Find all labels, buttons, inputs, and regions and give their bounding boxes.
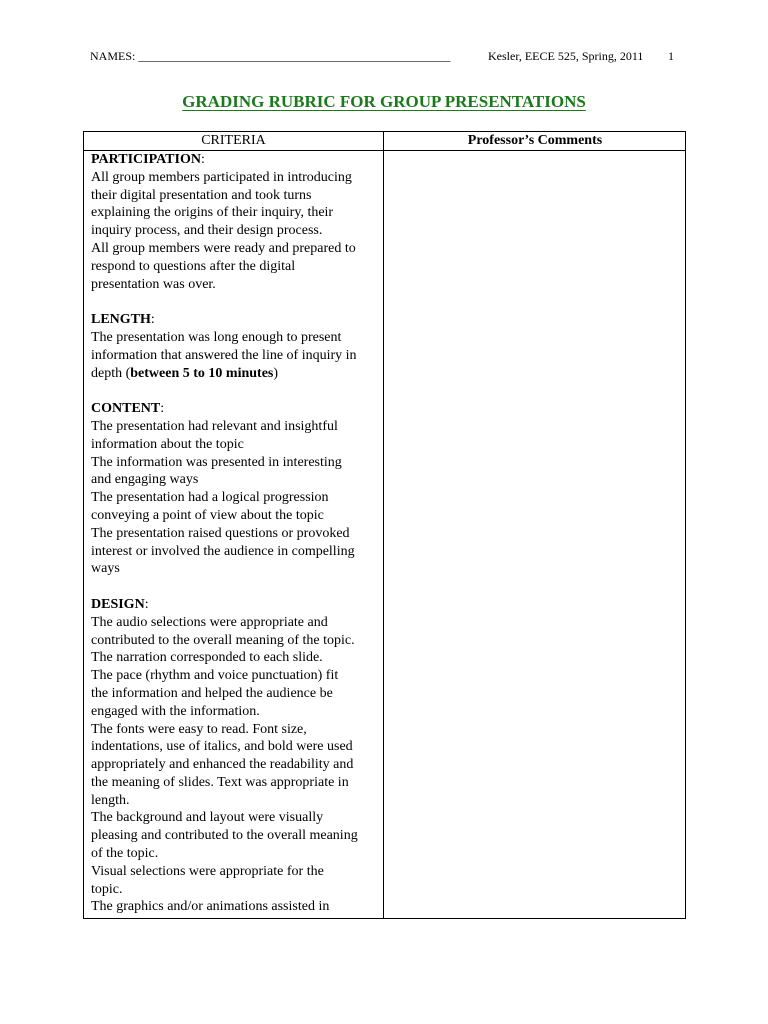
content-text-line: and engaging ways [91,472,199,488]
design-text-line: The background and layout were visually [91,810,324,826]
content-heading: CONTENT [91,401,161,417]
length-colon: : [150,312,155,328]
design-colon: : [144,596,149,612]
participation-text-line: their digital presentation and took turns [91,187,312,203]
length-duration-prefix: depth ( [91,365,131,381]
column-divider [383,132,384,918]
design-heading: DESIGN [91,596,145,612]
section-spacer [91,382,381,400]
design-text-line: of the topic. [91,846,159,862]
length-heading-line [91,311,381,329]
criteria-cell [91,151,381,917]
participation-text-line: inquiry process, and their design process. [91,223,323,239]
length-duration-value: between 5 to 10 minutes [130,365,274,381]
content-text-line: The presentation had a logical progression [91,490,329,506]
content-colon: : [160,401,165,417]
participation-heading: PARTICIPATION [91,152,201,167]
content-text-line: conveying a point of view about the topic [91,507,324,523]
design-text-line: the information and helped the audience be [91,685,333,701]
participation-text-line: All group members participated in introducing [91,169,352,185]
table-header-row [84,132,685,151]
design-text-line: appropriately and enhanced the readability and [91,757,354,773]
page-header [90,47,678,65]
participation-colon: : [200,152,205,167]
names-field-label: NAMES: ____________________________________________________ [90,49,451,63]
section-spacer [91,293,381,311]
length-text-line: information that answered the line of inquiry in [91,347,357,363]
participation-text-line: presentation was over. [91,276,216,292]
design-text-line: topic. [91,881,123,897]
course-info: Kesler, EECE 525, Spring, 2011 [488,49,644,63]
design-text-line: The audio selections were appropriate and [91,614,328,630]
content-text-line: ways [91,561,120,577]
participation-text-line: respond to questions after the digital [91,258,296,274]
design-text-line: The pace (rhythm and voice punctuation) fit [91,668,339,684]
design-text-line: indentations, use of italics, and bold were used [91,739,353,755]
content-text-line: The presentation had relevant and insightful [91,418,338,434]
rubric-table [83,131,686,919]
length-duration-line [91,365,381,383]
length-text-line: The presentation was long enough to present [91,329,342,345]
professor-comments-cell[interactable] [385,151,685,917]
content-text-line: interest or involved the audience in compelling [91,543,355,559]
length-heading: LENGTH [91,312,151,328]
comments-column-header: Professor’s Comments [467,133,603,148]
length-duration-suffix: ) [273,365,279,381]
design-text-line: length. [91,792,130,808]
design-text-line: the meaning of slides. Text was appropriate in [91,774,349,790]
content-text-line: The presentation raised questions or provoked [91,525,350,541]
design-text-line: The fonts were easy to read. Font size, [91,721,307,737]
page-number: 1 [668,49,674,63]
design-text-line: The graphics and/or animations assisted in [91,899,330,915]
design-text-line: Visual selections were appropriate for the [91,863,324,879]
content-text-line: information about the topic [91,436,244,452]
participation-heading-line [91,151,381,169]
criteria-column-header: CRITERIA [201,133,266,148]
design-heading-line [91,596,381,614]
design-text-line: engaged with the information. [91,703,260,719]
participation-text-line: All group members were ready and prepared to [91,240,356,256]
design-text-line: contributed to the overall meaning of the topic. [91,632,355,648]
design-text-line: pleasing and contributed to the overall meaning [91,828,358,844]
participation-text-line: explaining the origins of their inquiry, their [91,205,334,221]
section-spacer [91,578,381,596]
document-title-block [0,91,768,113]
content-heading-line [91,400,381,418]
document-title: GRADING RUBRIC FOR GROUP PRESENTATIONS [182,92,586,111]
content-text-line: The information was presented in interesting [91,454,342,470]
design-text-line: The narration corresponded to each slide. [91,650,323,666]
